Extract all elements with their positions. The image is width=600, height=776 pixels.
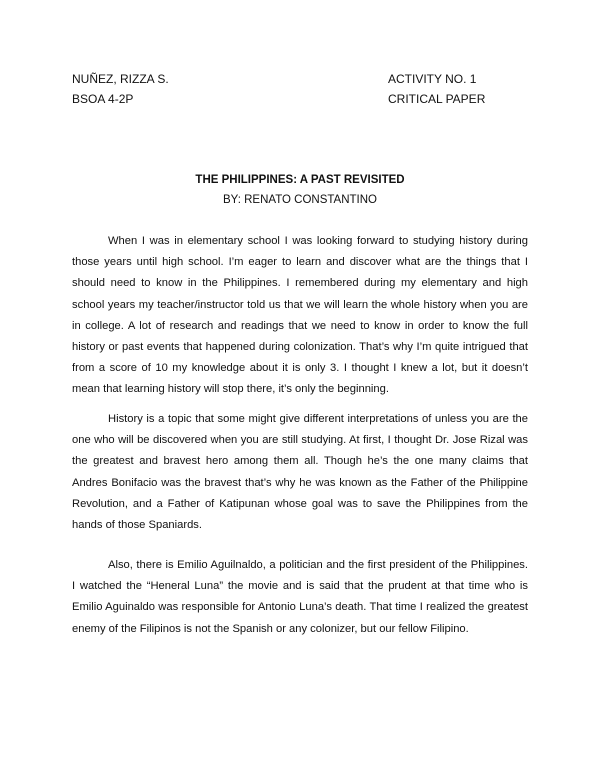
body-paragraph-1: When I was in elementary school I was looking forward to studying history during those years until high school. I’m eager to learn and discover what are the things that I should need to know in the Philippines. I remembered during my elementary and high school years my teacher/instructor told us that we will learn the whole history when you are in college. A lot of research and readings that we need to know in order to know the full history or past events that happened during colonization. That’s why I’m quite intrigued that from a score of 10 my knowledge about it is only 3. I thought I knew a lot, but it doesn’t mean that learning history will stop there, it’s only the beginning. <box>72 235 528 396</box>
student-name: NUÑEZ, RIZZA S. <box>72 72 169 86</box>
paper-type: CRITICAL PAPER <box>388 92 486 106</box>
body-paragraph-3: Also, there is Emilio Aguilnaldo, a politician and the first president of the Philippines. I watched the “Heneral Luna” the movie and is said that the prudent at that time who is Emilio Aguinaldo was responsible for Antonio Luna’s death. That time I realized the greatest enemy of the Filipinos is not the Spanish or any colonizer, but our fellow Filipino. <box>72 559 528 635</box>
body-paragraph-2: History is a topic that some might give different interpretations of unless you are the one who will be discovered when you are still studying. At first, I thought Dr. Jose Rizal was the greatest and bravest hero among them all. Though he’s the one many claims that Andres Bonifacio was the bravest that’s why he was known as the Father of the Philippine Revolution, and a Father of Katipunan whose goal was to save the Philippines from the hands of those Spaniards. <box>72 413 528 532</box>
activity-number: ACTIVITY NO. 1 <box>388 72 477 86</box>
document-author: BY: RENATO CONSTANTINO <box>223 194 377 206</box>
student-section: BSOA 4-2P <box>72 92 134 106</box>
document-title: THE PHILIPPINES: A PAST REVISITED <box>195 174 405 186</box>
